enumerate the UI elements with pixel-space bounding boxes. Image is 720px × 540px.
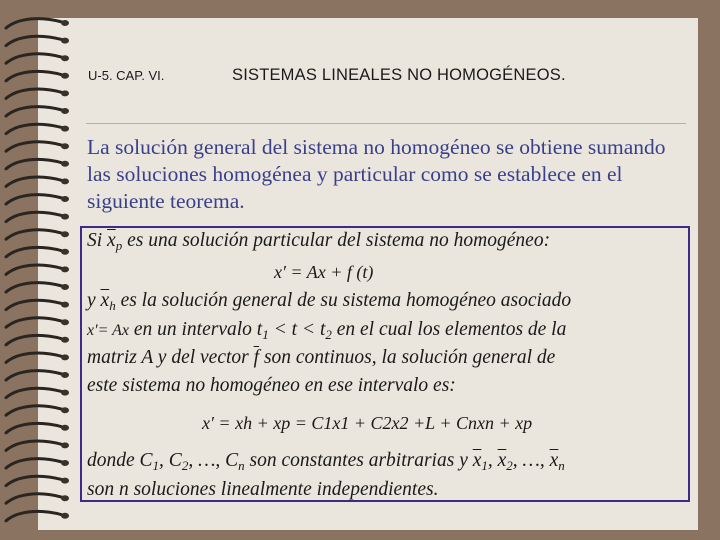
equation-nonhomogeneous: x′ = Ax + f (t): [274, 262, 374, 282]
binding-hole: [61, 407, 69, 413]
binding-hole: [61, 284, 69, 290]
binding-ring: [6, 265, 62, 274]
binding-hole: [61, 513, 69, 519]
binding-ring: [6, 441, 62, 450]
binding-hole: [61, 460, 69, 466]
binding-hole: [61, 108, 69, 114]
theorem-line-5: este sistema no homogéneo en ese intervalo es:: [87, 375, 456, 396]
binding-ring: [6, 36, 62, 45]
binding-ring: [6, 511, 62, 520]
binding-ring: [6, 159, 62, 168]
binding-ring: [6, 283, 62, 292]
binding-hole: [61, 478, 69, 484]
theorem-line-1: Si $\overline{x}_p$ es una solución particular del sistema no homogéneo:: [87, 230, 551, 253]
binding-ring: [6, 406, 62, 415]
binding-ring: [6, 371, 62, 380]
unit-label: U-5. CAP. VI.: [88, 68, 165, 83]
binding-ring: [6, 195, 62, 204]
binding-hole: [61, 425, 69, 431]
binding-ring: [6, 388, 62, 397]
binding-hole: [61, 319, 69, 325]
intro-paragraph: La solución general del sistema no homogéneo se obtiene sumando las soluciones homogénea y particular como se establece en el siguiente teorema.: [87, 135, 666, 213]
binding-hole: [61, 214, 69, 220]
binding-hole: [61, 143, 69, 149]
binding-ring: [6, 54, 62, 63]
spiral-binding: [0, 0, 82, 540]
theorem-line-6: donde $C_1$, $C_2$, …, $C_n$ son constantes arbitrarias y $\overline{x}_1$, $\overline{x}_2$, …, $\overline{x}_n$: [87, 450, 565, 473]
binding-ring: [6, 212, 62, 221]
equation-homogeneous: x′= Ax: [87, 322, 129, 339]
binding-hole: [61, 73, 69, 79]
binding-hole: [61, 442, 69, 448]
binding-hole: [61, 354, 69, 360]
binding-ring: [6, 177, 62, 186]
theorem-line-2: y $\overline{x}_h$ es la solución general de su sistema homogéneo asociado: [87, 290, 572, 313]
binding-ring: [6, 353, 62, 362]
theorem-line-3: x′= Ax en un intervalo $t_1 < t < t_2$ en el cual los elementos de la: [87, 319, 567, 342]
binding-hole: [61, 55, 69, 61]
binding-hole: [61, 302, 69, 308]
binding-ring: [6, 300, 62, 309]
binding-hole: [61, 196, 69, 202]
binding-ring: [6, 142, 62, 151]
binding-hole: [61, 372, 69, 378]
binding-hole: [61, 495, 69, 501]
binding-ring: [6, 247, 62, 256]
binding-hole: [61, 390, 69, 396]
binding-hole: [61, 161, 69, 167]
binding-ring: [6, 230, 62, 239]
binding-ring: [6, 19, 62, 28]
binding-ring: [6, 318, 62, 327]
binding-ring: [6, 494, 62, 503]
binding-hole: [61, 178, 69, 184]
theorem-line-4: matriz A y del vector $\overline{f}$ son continuos, la solución general de: [87, 347, 556, 368]
binding-hole: [61, 231, 69, 237]
binding-ring: [6, 124, 62, 133]
binding-ring: [6, 89, 62, 98]
binding-hole: [61, 337, 69, 343]
header-divider: [86, 123, 686, 124]
binding-hole: [61, 90, 69, 96]
binding-ring: [6, 423, 62, 432]
theorem-line-7: son n soluciones linealmente independientes.: [87, 479, 439, 500]
binding-hole: [61, 249, 69, 255]
binding-ring: [6, 107, 62, 116]
binding-hole: [61, 38, 69, 44]
binding-ring: [6, 459, 62, 468]
binding-ring: [6, 71, 62, 80]
binding-ring: [6, 476, 62, 485]
slide-title: SISTEMAS LINEALES NO HOMOGÉNEOS.: [232, 66, 566, 84]
binding-ring: [6, 335, 62, 344]
equation-general-solution: x′ = xh + xp = C1x1 + C2x2 +L + Cnxn + xp: [202, 413, 533, 433]
binding-hole: [61, 266, 69, 272]
binding-hole: [61, 20, 69, 26]
binding-hole: [61, 126, 69, 132]
